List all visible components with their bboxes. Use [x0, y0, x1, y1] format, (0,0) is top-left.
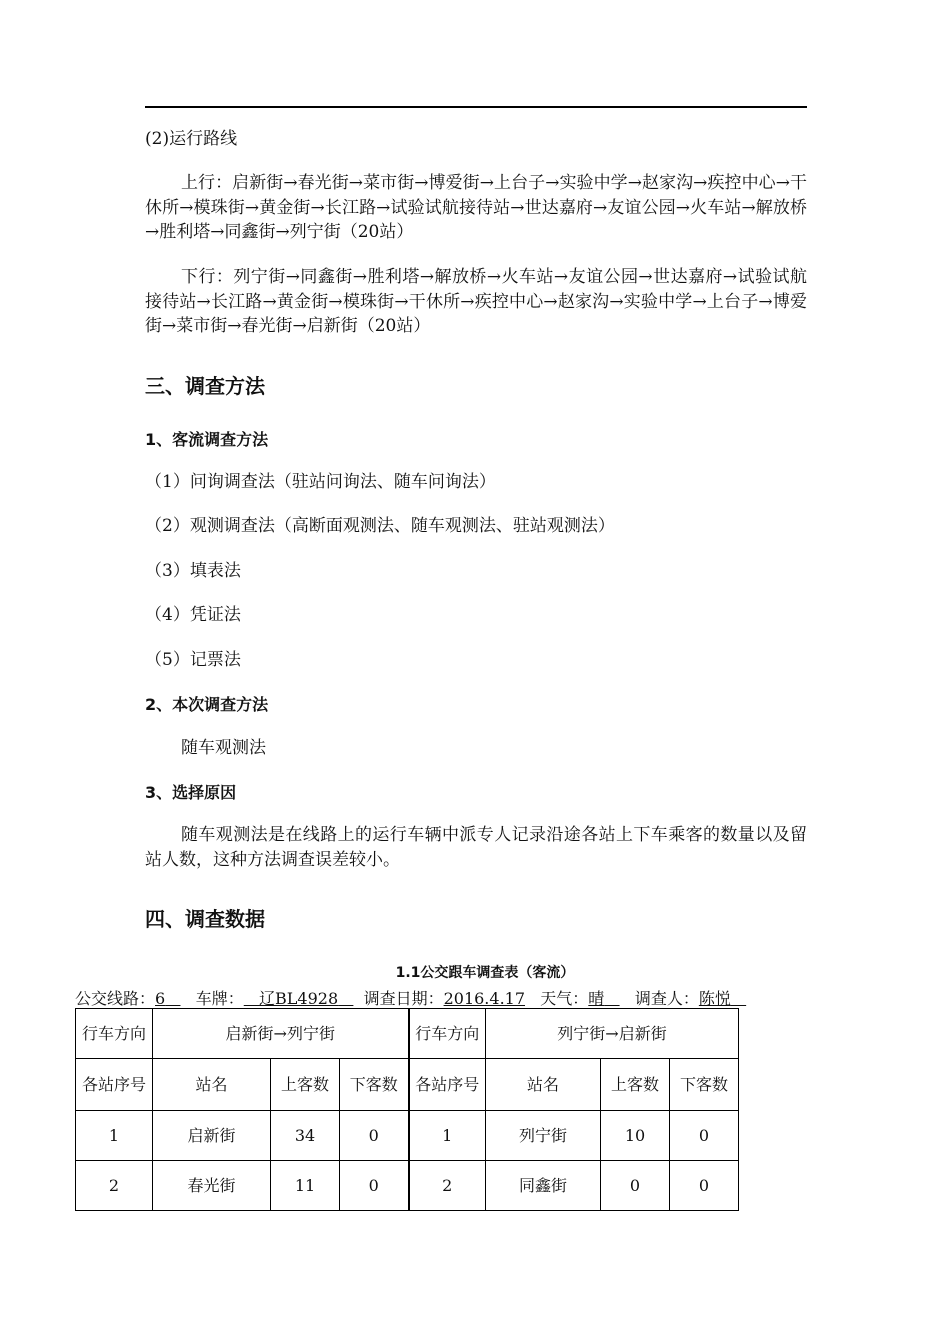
route-down: 下行：列宁街→同鑫街→胜利塔→解放桥→火车站→友谊公园→世达嘉府→试验试航接待站→长江路→黄金街→模珠街→干休所→疾控中心→赵家沟→实验中学→上台子→博爱街→菜市街→春光街→启新街（20站） [145, 267, 807, 336]
date-label: 调查日期： [363, 989, 444, 1008]
sub2-title: 2、本次调查方法 [145, 695, 269, 714]
dir-label-right: 行车方向 [409, 1009, 486, 1059]
sub3-text: 随车观测法是在线路上的运行车辆中派专人记录沿途各站上下车乘客的数量以及留站人数，这种方法调查误差较小。 [145, 825, 807, 870]
table-row [76, 1111, 739, 1161]
header-rule [145, 106, 807, 108]
cell: 2 [409, 1161, 486, 1211]
cell: 0 [340, 1161, 409, 1211]
col-alight-right: 下客数 [670, 1059, 739, 1111]
method-item-3: （3）填表法 [145, 561, 241, 581]
cell: 1 [409, 1111, 486, 1161]
table-row [76, 1161, 739, 1211]
cell: 1 [76, 1111, 153, 1161]
route-up: 上行：启新街→春光街→菜市街→博爱街→上台子→实验中学→赵家沟→疾控中心→干休所→模珠街→黄金街→长江路→试验试航接待站→世达嘉府→友谊公园→火车站→解放桥→胜利塔→同鑫街→列宁街（20站） [145, 173, 807, 242]
survey-info-line [75, 986, 746, 1009]
cell: 2 [76, 1161, 153, 1211]
passenger-flow-table [75, 1008, 739, 1211]
method-item-4: （4）凭证法 [145, 605, 241, 625]
col-seq-left: 各站序号 [76, 1059, 153, 1111]
section3-title: 三、调查方法 [145, 374, 265, 398]
date-value: 2016.4.17 [443, 989, 526, 1008]
cell: 11 [271, 1161, 340, 1211]
cell: 10 [601, 1111, 670, 1161]
section4-title: 四、调查数据 [145, 907, 265, 931]
weather-value: 晴 [588, 989, 605, 1008]
method-item-2: （2）观测调查法（高断面观测法、随车观测法、驻站观测法） [145, 516, 615, 536]
cell: 0 [670, 1111, 739, 1161]
table-caption: 1.1公交跟车调查表（客流） [395, 965, 575, 981]
col-alight-left: 下客数 [340, 1059, 409, 1111]
dir-label-left: 行车方向 [76, 1009, 153, 1059]
col-seq-right: 各站序号 [409, 1059, 486, 1111]
cell: 0 [670, 1161, 739, 1211]
surveyor-value: 陈悦 [698, 989, 731, 1008]
col-board-right: 上客数 [601, 1059, 670, 1111]
plate-value: 辽BL4928 [259, 989, 339, 1008]
cell: 34 [271, 1111, 340, 1161]
line-value: 6 [155, 989, 166, 1008]
surveyor-label: 调查人： [634, 989, 699, 1008]
sub3-title: 3、选择原因 [145, 783, 237, 802]
method-item-5: （5）记票法 [145, 650, 241, 670]
weather-label: 天气： [540, 989, 589, 1008]
dir-value-right: 列宁街→启新街 [486, 1009, 739, 1059]
header-row [76, 1059, 739, 1111]
plate-label: 车牌： [195, 989, 244, 1008]
cell: 春光街 [153, 1161, 271, 1211]
col-station-right: 站名 [486, 1059, 601, 1111]
cell: 列宁街 [486, 1111, 601, 1161]
direction-row [76, 1009, 739, 1059]
cell: 同鑫街 [486, 1161, 601, 1211]
line-label: 公交线路： [75, 989, 156, 1008]
cell: 0 [601, 1161, 670, 1211]
sub2-text: 随车观测法 [181, 738, 266, 758]
col-station-left: 站名 [153, 1059, 271, 1111]
cell: 启新街 [153, 1111, 271, 1161]
cell: 0 [340, 1111, 409, 1161]
sub1-title: 1、客流调查方法 [145, 430, 269, 449]
col-board-left: 上客数 [271, 1059, 340, 1111]
dir-value-left: 启新街→列宁街 [153, 1009, 409, 1059]
method-item-1: （1）问询调查法（驻站问询法、随车问询法） [145, 472, 496, 492]
route-heading: (2)运行路线 [145, 129, 238, 149]
